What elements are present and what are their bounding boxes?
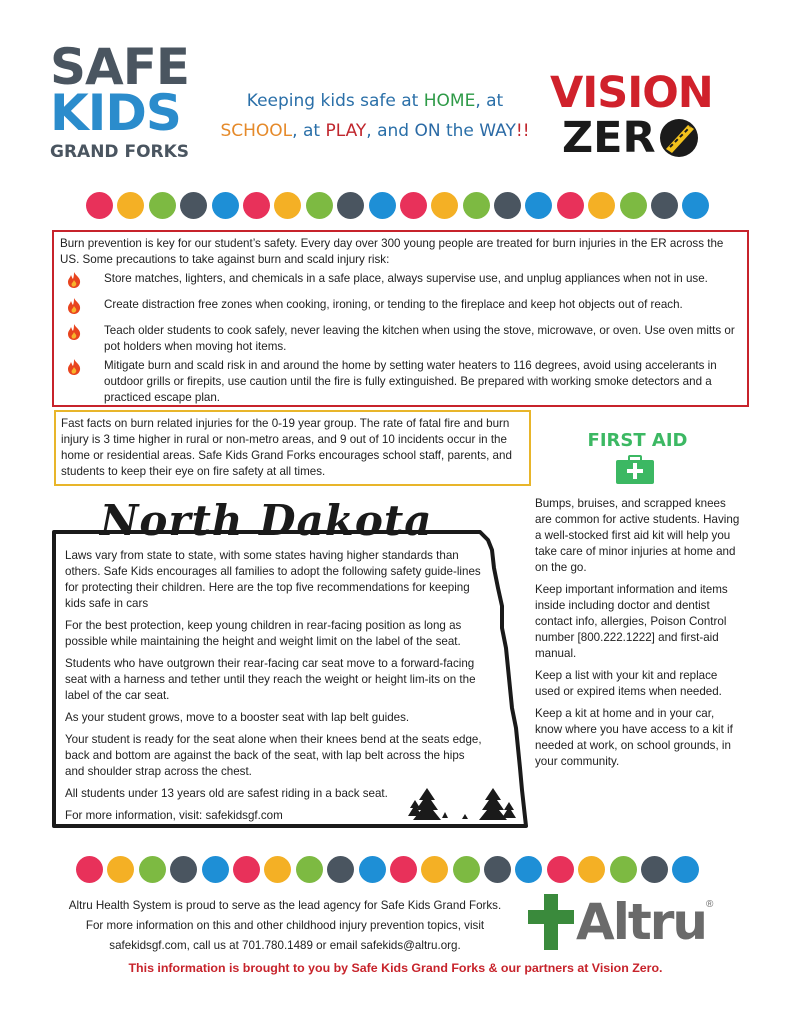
vision-zero-logo — [550, 68, 730, 163]
decorative-dot — [620, 192, 647, 219]
burn-item-text: Store matches, lighters, and chemicals in a safe place, always supervise use, and unplug appliances when not in use. — [104, 272, 708, 285]
decorative-dot — [117, 192, 144, 219]
decorative-dot — [327, 856, 354, 883]
footer-line: Altru Health System is proud to serve as the lead agency for Safe Kids Grand Forks. — [68, 899, 502, 912]
tagline-part: , at — [475, 91, 504, 111]
decorative-dot — [264, 856, 291, 883]
vision-zero-zer: ZER — [562, 113, 656, 163]
tagline-way: WAY — [479, 121, 516, 141]
bottom-dot-row — [76, 856, 704, 883]
first-aid-title: FIRST AID — [587, 430, 688, 451]
decorative-dot — [494, 192, 521, 219]
north-dakota-paragraph: All students under 13 years old are safest riding in a back seat. — [65, 787, 388, 800]
decorative-dot — [369, 192, 396, 219]
partners-statement: This information is brought to you by Safe Kids Grand Forks & our partners at Vision Zero. — [128, 961, 663, 975]
decorative-dot — [400, 192, 427, 219]
decorative-dot — [306, 192, 333, 219]
decorative-dot — [202, 856, 229, 883]
safe-kids-logo-grand-forks: GRAND FORKS — [50, 142, 190, 162]
first-aid-text — [535, 496, 740, 776]
decorative-dot — [557, 192, 584, 219]
north-dakota-title: North Dakota — [100, 496, 433, 545]
decorative-dot — [139, 856, 166, 883]
decorative-dot — [296, 856, 323, 883]
first-aid-paragraph: Bumps, bruises, and scrapped knees are common for active students. Having a well-stocked first aid kit will help you take care of minor injuries at home and on the go. — [535, 497, 740, 574]
tagline-on: ON — [414, 121, 441, 141]
decorative-dot — [588, 192, 615, 219]
decorative-dot — [525, 192, 552, 219]
decorative-dot — [86, 192, 113, 219]
decorative-dot — [421, 856, 448, 883]
decorative-dot — [453, 856, 480, 883]
first-aid-paragraph: Keep important information and items inside including doctor and dentist contact info, allergies, Poison Control number [800.222.1222] and first-aid manual. — [535, 583, 728, 660]
flame-icon — [60, 358, 104, 406]
north-dakota-paragraph: As your student grows, move to a booster seat with lap belt guides. — [65, 711, 410, 724]
altru-logo — [528, 893, 713, 951]
tagline — [205, 86, 545, 146]
decorative-dot — [212, 192, 239, 219]
burn-intro: Burn prevention is key for our student’s safety. Every day over 300 young people are treated for burn injuries in the ER across the US. Some precautions to take against burn and scald injury risk: — [60, 237, 724, 266]
decorative-dot — [170, 856, 197, 883]
tagline-home: HOME — [423, 91, 476, 111]
decorative-dot — [107, 856, 134, 883]
first-aid-paragraph: Keep a list with your kit and replace used or expired items when needed. — [535, 669, 722, 698]
vision-zero-vision: VISION — [550, 68, 713, 118]
tagline-part: !! — [515, 121, 530, 141]
altru-wordmark: Altru — [576, 893, 706, 951]
footer-line: safekidsgf.com, call us at 701.780.1489 or email safekids@altru.org. — [109, 939, 461, 952]
burn-item-text: Mitigate burn and scald risk in and around the home by setting water heaters to 116 degrees, avoid using accelerants in outdoor grills or firepits, use caution until the fire is fully extinguished. Be prepared with working smoke detectors and a practiced escape plan. — [104, 359, 717, 404]
vision-zero-zero — [550, 113, 730, 163]
decorative-dot — [243, 192, 270, 219]
decorative-dot — [390, 856, 417, 883]
decorative-dot — [359, 856, 386, 883]
north-dakota-paragraph: For more information, visit: safekidsgf.com — [65, 809, 283, 822]
top-dot-row — [86, 192, 714, 219]
safe-kids-logo-safe: SAFE — [50, 38, 190, 96]
decorative-dot — [578, 856, 605, 883]
tagline-part: , at — [292, 121, 326, 141]
decorative-dot — [484, 856, 511, 883]
decorative-dot — [180, 192, 207, 219]
list-item — [60, 358, 743, 406]
tagline-school: SCHOOL — [220, 121, 293, 141]
decorative-dot — [641, 856, 668, 883]
first-aid-paragraph: Keep a kit at home and in your car, know where you have access to a kit if needed at work, on school grounds, in your community. — [535, 707, 733, 768]
north-dakota-paragraph: Your student is ready for the seat alone when their knees bend at the seats edge, back and bottom are against the back of the seat, with lap belt across the hips and shoulder strap across the chest. — [65, 733, 482, 778]
decorative-dot — [274, 192, 301, 219]
flame-icon — [60, 297, 104, 320]
flame-icon — [60, 323, 104, 355]
fast-facts-box: Fast facts on burn related injuries for the 0-19 year group. The rate of fatal fire and burn injury is 3 time higher in rural or non-metro areas, and 9 out of 10 incidents occur in the home or residential areas. Safe Kids Grand Forks encourages school staff, parents, and students to keep their eye on fire safety at all times. — [54, 410, 531, 486]
tagline-play: PLAY — [325, 121, 367, 141]
decorative-dot — [76, 856, 103, 883]
decorative-dot — [431, 192, 458, 219]
tagline-part: the — [440, 121, 480, 141]
burn-item-text: Create distraction free zones when cooking, ironing, or tending to the fireplace and keep hot objects out of reach. — [104, 298, 683, 311]
list-item — [60, 271, 743, 294]
flame-icon — [60, 271, 104, 294]
altru-cross-icon — [528, 894, 574, 950]
pine-trees-icon — [405, 786, 520, 822]
north-dakota-paragraph: Laws vary from state to state, with some states having higher standards than others. Safe Kids encourages all families to adopt the following safety guide-lines for protecting their children. Here are the top five recommendations for keeping kids safe in cars — [65, 549, 481, 610]
burn-prevention-box — [52, 230, 749, 407]
decorative-dot — [515, 856, 542, 883]
tagline-part: Keeping kids safe at — [246, 91, 424, 111]
decorative-dot — [149, 192, 176, 219]
decorative-dot — [547, 856, 574, 883]
registered-mark: ® — [706, 899, 714, 910]
decorative-dot — [610, 856, 637, 883]
decorative-dot — [651, 192, 678, 219]
footer-text — [60, 896, 510, 956]
decorative-dot — [233, 856, 260, 883]
north-dakota-paragraph: Students who have outgrown their rear-facing car seat move to a forward-facing seat with a harness and tether until they reach the weight or height lim-its on the label of the car seat. — [65, 657, 476, 702]
road-o-icon — [658, 117, 700, 159]
decorative-dot — [672, 856, 699, 883]
decorative-dot — [337, 192, 364, 219]
burn-item-text: Teach older students to cook safely, never leaving the kitchen when using the stove, microwave, or oven. Use oven mitts or pot holders when moving hot items. — [104, 324, 735, 353]
list-item — [60, 297, 743, 320]
list-item — [60, 323, 743, 355]
first-aid-kit-icon — [614, 455, 656, 490]
decorative-dot — [682, 192, 709, 219]
decorative-dot — [463, 192, 490, 219]
safe-kids-logo-kids: KIDS — [50, 84, 181, 142]
north-dakota-paragraph: For the best protection, keep young children in rear-facing position as long as possible while maintaining the height and weight limit on the label of the seat. — [65, 619, 462, 648]
safe-kids-logo — [50, 38, 200, 184]
tagline-part: , and — [366, 121, 415, 141]
footer-line: For more information on this and other childhood injury prevention topics, visit — [85, 919, 485, 932]
